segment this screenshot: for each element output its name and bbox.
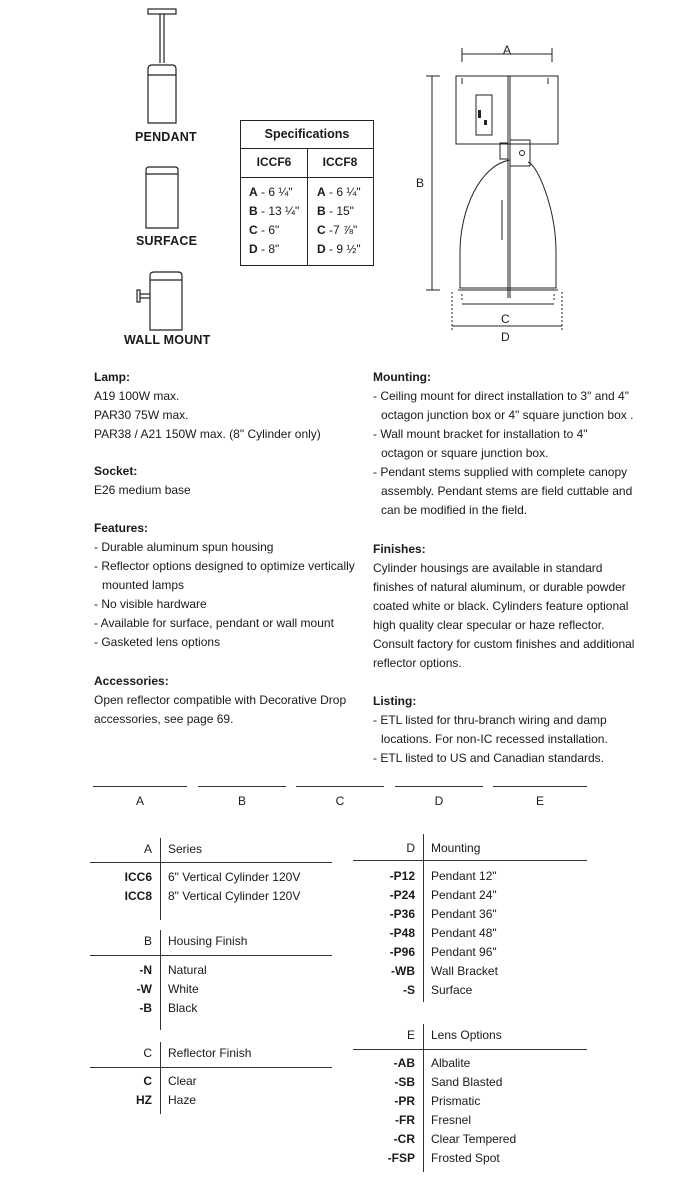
listing-section: Listing: - ETL listed for thru-branch wiring and damp locations. For non-IC recessed installation. - ETL listed to US and Canadian standards. <box>373 694 608 765</box>
pendant-drawing <box>140 5 184 127</box>
pendant-label: PENDANT <box>135 130 197 144</box>
table-row: ICC6 6" Vertical Cylinder 120V <box>124 870 301 884</box>
spec-col-header: ICCF8 <box>322 155 358 169</box>
table-row: -PR Prismatic <box>394 1094 481 1108</box>
surface-label: SURFACE <box>136 234 198 248</box>
table-row: -B Black <box>139 1001 198 1015</box>
table-row: C Clear <box>143 1074 197 1088</box>
table-row: -P24 Pendant 24" <box>389 888 497 902</box>
lens-options-table: E Lens Options -AB Albalite -SB Sand Blasted -PR Prismatic -FR Fresnel -CR Clear Tempered -FSP Frosted Spot <box>353 1024 587 1172</box>
spec-col-values: A - 6 ¼" B - 15" C -7 ⅞" D - 9 ½" <box>317 185 361 256</box>
order-blank-line <box>198 786 286 787</box>
table-row: -P36 Pendant 36" <box>389 907 497 921</box>
specifications-title: Specifications <box>264 127 350 141</box>
table-row: -FSP Frosted Spot <box>387 1151 500 1165</box>
series-table: A Series ICC6 6" Vertical Cylinder 120V ICC8 8" Vertical Cylinder 120V <box>90 838 332 920</box>
order-blank-line <box>395 786 483 787</box>
table-row: -FR Fresnel <box>395 1113 472 1127</box>
table-row: -WB Wall Bracket <box>391 964 498 978</box>
table-row: ICC8 8" Vertical Cylinder 120V <box>124 889 301 903</box>
table-row: -P96 Pendant 96" <box>389 945 497 959</box>
table-row: -S Surface <box>403 983 473 997</box>
housing-finish-table: B Housing Finish -N Natural -W White -B Black <box>90 930 332 1030</box>
order-blank-label: C <box>335 794 345 808</box>
table-row: -P12 Pendant 12" <box>389 869 497 883</box>
dimension-c-label: C <box>501 312 510 326</box>
table-row: -N Natural <box>139 963 207 977</box>
table-row: -W White <box>136 982 199 996</box>
surface-drawing <box>140 164 184 232</box>
order-blank-label: A <box>135 794 144 808</box>
dimension-b-label: B <box>416 176 424 190</box>
dimension-d-label: D <box>501 330 510 344</box>
order-blank-line <box>296 786 384 787</box>
table-row: -SB Sand Blasted <box>394 1075 503 1089</box>
wall-mount-label: WALL MOUNT <box>124 333 211 347</box>
table-row: -AB Albalite <box>393 1056 471 1070</box>
spec-col-values: A - 6 ¼" B - 13 ¼" C - 6" D - 8" <box>249 185 300 256</box>
order-blank-label: E <box>535 794 544 808</box>
lamp-section: Lamp: A19 100W max. PAR30 75W max. PAR38 / A21 150W max. (8" Cylinder only) <box>94 370 321 441</box>
order-blank-label: B <box>237 794 246 808</box>
accessories-section: Accessories: Open reflector compatible with Decorative Drop accessories, see page 69. <box>94 674 347 726</box>
features-section: Features: - Durable aluminum spun housing - Reflector options designed to optimize vertically mounted lamps - No visible hardware - Available for surface, pendant or wall mount - Gasketed lens options <box>94 521 355 649</box>
spec-col-header: ICCF6 <box>256 155 292 169</box>
table-row: -CR Clear Tempered <box>393 1132 517 1146</box>
specifications-table <box>240 120 374 266</box>
mounting-section: Mounting: - Ceiling mount for direct installation to 3" and 4" octagon junction box or 4" square junction box . - Wall mount bracket for installation to 4" octagon or square junction box. - Pendant stems supplied with complete canopy assembly. Pendant stems are field cuttable and can be modified in the field. <box>373 370 634 517</box>
dimension-drawing <box>410 40 590 340</box>
order-blank-line <box>93 786 187 787</box>
table-row: -P48 Pendant 48" <box>389 926 497 940</box>
finishes-section: Finishes: Cylinder housings are available in standard finishes of natural aluminum, or durable powder coated white or black. Cylinders feature optional high quality clear specular or haze reflector. Consult factory for custom finishes and additional reflector options. <box>373 542 635 670</box>
order-blank-label: D <box>434 794 444 808</box>
mounting-table: D Mounting -P12 Pendant 12" -P24 Pendant 24" -P36 Pendant 36" -P48 Pendant 48" -P96 Pendant 96" -WB Wall Bracket -S Surface <box>353 834 587 1002</box>
dimension-a-label: A <box>503 43 511 57</box>
wall-mount-drawing <box>132 268 188 332</box>
table-row: HZ Haze <box>136 1093 197 1107</box>
reflector-finish-table: C Reflector Finish C Clear HZ Haze <box>90 1042 332 1114</box>
socket-section: Socket: E26 medium base <box>94 464 191 497</box>
order-blank-line <box>493 786 587 787</box>
